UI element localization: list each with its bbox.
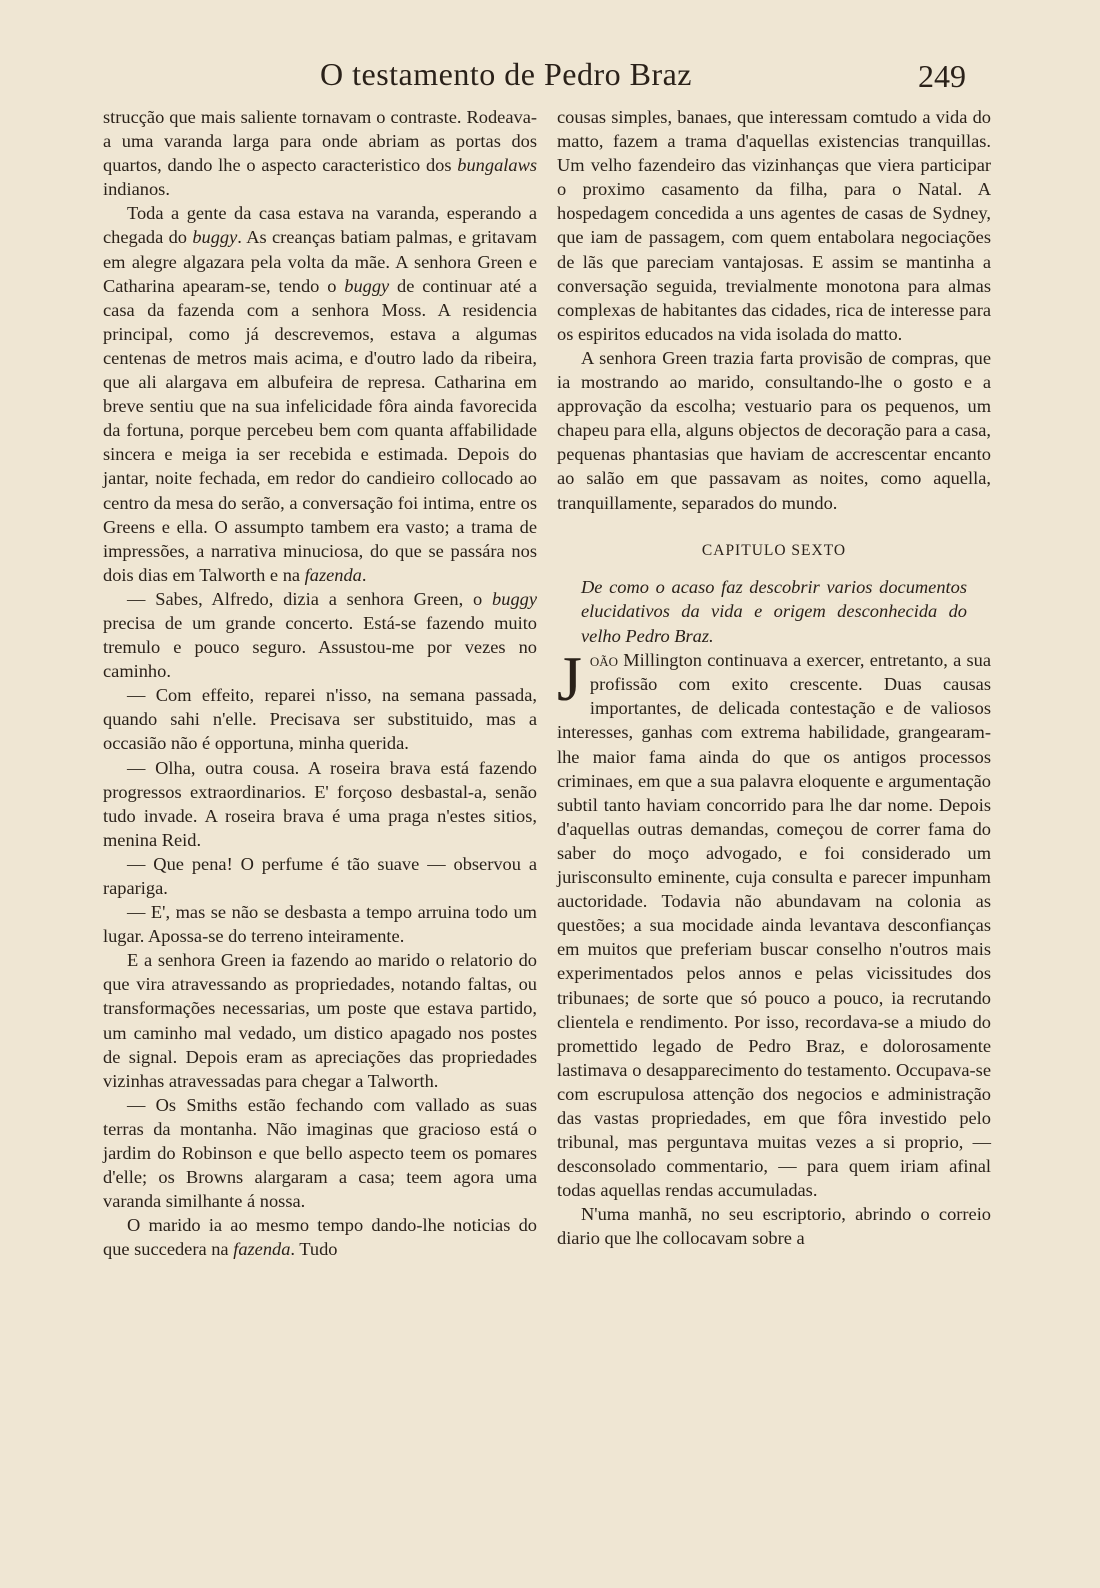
chapter-summary: De como o acaso faz descobrir varios documentos elucidativos da vida e origem desconhecida do velho Pedro Braz. — [581, 576, 967, 646]
drop-cap: J — [557, 643, 582, 715]
dialogue-paragraph: — E', mas se não se desbasta a tempo arruina todo um lugar. Apossa-se do terreno inteiramente. — [103, 902, 537, 947]
dialogue-paragraph: — Olha, outra cousa. A roseira brava está fazendo progressos extraordinarios. E' forçoso desbastal-a, senão tudo invade. A roseira brava é uma praga n'estes sitios, menina Reid. — [103, 757, 537, 850]
dialogue-paragraph: — Sabes, Alfredo, dizia a senhora Green, o buggy precisa de um grande concerto. Está-se fazendo muito tremulo e pouco seguro. Assustou-me por vezes no caminho. — [103, 588, 537, 682]
left-column — [103, 105, 537, 1262]
paragraph: cousas simples, banaes, que interessam comtudo a vida do matto, fazem a trama d'aquellas existencias tranquillas. Um velho fazendeiro das vizinhanças que viera participar o proximo casamento da filha, para o Natal. A hospedagem concedida a uns agentes de casas de Sydney, que iam de passagem, com quem entabolara negociações de lãs que pareciam vantajosas. E assim se mantinha a conversação seguida, trevialmente monotona para almas complexas de habitantes das cidades, rica de interesse para os espiritos educados na vida isolada do matto. — [557, 107, 991, 344]
paragraph: A senhora Green trazia farta provisão de compras, que ia mostrando ao marido, consultando-lhe o gosto e a approvação da escolha; vestuario para os pequenos, um chapeu para ella, alguns objectos de decoração para a casa, pequenas phantasias que haviam de accrescentar encanto ao salão em que passavam as noites, como aquella, tranquillamente, separados do mundo. — [557, 347, 991, 513]
dialogue-paragraph: — Que pena! O perfume é tão suave — observou a rapariga. — [103, 853, 537, 898]
dialogue-paragraph: — Os Smiths estão fechando com vallado as suas terras da montanha. Não imaginas que gracioso está o jardim do Robinson e que bello aspecto teem os pomares d'elle; os Browns alargaram a casa; teem agora uma varanda similhante á nossa. — [103, 1094, 537, 1212]
page-number: 249 — [918, 58, 966, 94]
paragraph: E a senhora Green ia fazendo ao marido o relatorio do que vira atravessando as propriedades, notando faltas, ou transformações necessarias, um poste que estava partido, um caminho mal vedado, um distico apagado nos postes de signal. Depois eram as apreciações das propriedades vizinhas atravessadas para chegar a Talworth. — [103, 950, 537, 1091]
dialogue-paragraph: — Com effeito, reparei n'isso, na semana passada, quando sahi n'elle. Precisava ser substituido, mas a occasião não é opportuna, minha querida. — [103, 685, 537, 754]
right-column — [557, 105, 991, 1251]
paragraph: Toda a gente da casa estava na varanda, esperando a chegada do buggy. As creanças batiam palmas, e gritavam em alegre algazara pela volta da mãe. A senhora Green e Catharina apearam-se, tendo o buggy de continuar até a casa da fazenda com a senhora Moss. A residencia principal, como já descrevemos, estava a algumas centenas de metros mais acima, e d'outro lado da ribeira, que ali alargava em albufeira de represa. Catharina em breve sentiu que na sua infelicidade fôra ainda favorecida da fortuna, porque percebeu bem com quanta affabilidade sincera e meiga ia ser recebida e estimada. Depois do jantar, noite fechada, em redor do candieiro collocado ao centro da mesa do serão, a conversação foi intima, entre os Greens e ella. O assumpto tambem era vasto; a trama de impressões, a narrativa minuciosa, do que se passára nos dois dias em Talworth e na fazenda. — [103, 203, 537, 585]
chapter-heading: CAPITULO SEXTO — [701, 541, 847, 559]
running-head — [0, 50, 1100, 110]
paragraph: O marido ia ao mesmo tempo dando-lhe noticias do que succedera na fazenda. Tudo — [103, 1215, 537, 1260]
paragraph: strucção que mais saliente tornavam o contraste. Rodeava-a uma varanda larga para onde abriam as portas dos quartos, dando lhe o aspecto caracteristico dos bungalaws indianos. — [103, 107, 537, 200]
running-title: O testamento de Pedro Braz — [320, 56, 692, 92]
chapter-opening-paragraph: João Millington continuava a exercer, entretanto, a sua profissão com exito crescente. Duas causas importantes, de delicada contestação e de valiosos interesses, ganhas com extrema habilidade, grangearam-lhe maior fama ainda do que os antigos processos criminaes, em que a sua palavra eloquente e argumentação subtil tanto haviam concorrido para lhe dar nome. Depois d'aquellas outras demandas, começou de correr fama do saber do moço advogado, e foi considerado um jurisconsulto eminente, cuja consulta e parecer impunham auctoridade. Todavia não abundavam na colonia as questões; a sua mocidade ainda levantava desconfianças em muitos que preferiam buscar conselho n'outros mais experimentados pelos annos e pelas vicissitudes dos tribunaes; de sorte que só pouco a pouco, ia recrutando clientela e rendimento. Por isso, recordava-se a miudo do promettido legado de Pedro Braz, e dolorosamente lastimava o desapparecimento do testamento. Occupava-se com escrupulosa attenção dos negocios e administração das vastas propriedades, em que fôra investido pelo tribunal, mas perguntava muitas vezes a si proprio, — desconsolado commentario, — para quem iriam afinal todas aquellas rendas accumuladas. — [557, 643, 991, 1201]
paragraph: N'uma manhã, no seu escriptorio, abrindo o correio diario que lhe collocavam sobre a — [557, 1204, 991, 1249]
